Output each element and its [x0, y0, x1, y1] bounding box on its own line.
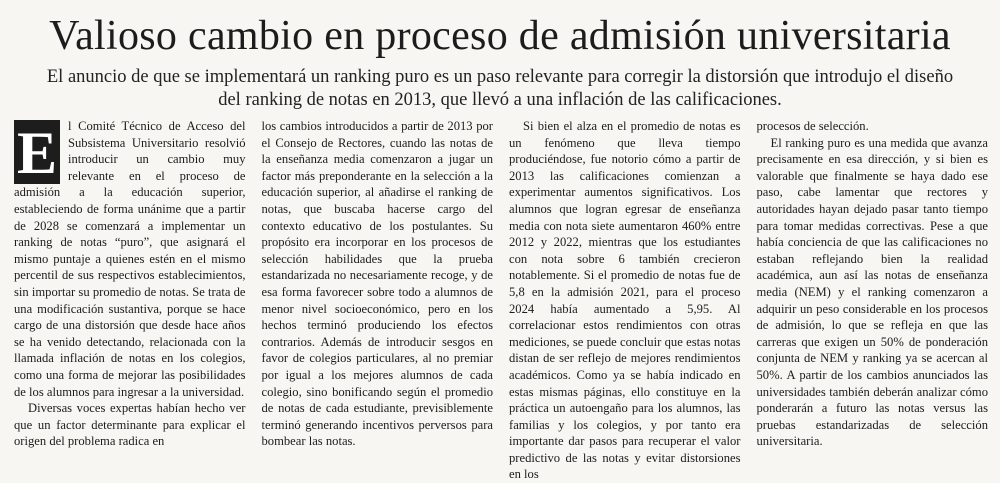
article-deck: El anuncio de que se implementará un ranking puro es un paso relevante para corregir la distorsión que introdujo el diseño del ranking de notas en 2013, que llevó a una inflación de las calificaciones. — [46, 67, 954, 110]
paragraph: procesos de selección. — [756, 119, 869, 133]
column-1 — [14, 118, 246, 464]
paragraph — [14, 118, 246, 400]
paragraph-text: l Comité Técnico de Acceso del Subsistema Universitario resolvió introducir un cambio muy relevante en el proceso de admisión a la educación superior, estableciendo de forma unánime que a partir de 2028 se comenzará a implementar un ranking de notas “puro”, que asignará el mismo puntaje a quienes estén en el mismo percentil de sus respectivos establecimientos, sin importar su promedio de notas. Se trata de una modificación sustantiva, porque se hace cargo de una distorsión que desde hace años se ha venido detectando, relacionada con la llamada inflación de notas en los colegios, como una forma de mejorar las posibilidades de los alumnos para ingresar a la universidad. — [14, 119, 246, 399]
column-3 — [509, 118, 741, 482]
paragraph: Diversas voces expertas habían hecho ver que un factor determinante para explicar el origen del problema radica en — [14, 401, 246, 449]
paragraph: los cambios introducidos a partir de 2013 por el Consejo de Rectores, cuando las notas de la enseñanza media comenzaron a jugar un factor más preponderante en la selección a la educación superior, al añadirse el ranking de notas, que buscaba hacerse cargo del contexto educativo de los postulantes. Su propósito era incorporar en los procesos de selección habilidades que la prueba estandarizada no necesariamente recoge, y de esa forma favorecer sobre todo a alumnos de menor nivel socioeconómico, pero en los hechos terminó produciendo los efectos contrarios. Además de introducir sesgos en favor de colegios particulares, al no premiar por igual a los mejores alumnos de cada colegio, sino bonificando según el promedio de notas de cada estudiante, previsiblemente terminó generando incentivos perversos para bombear las notas. — [261, 119, 493, 449]
paragraph: Si bien el alza en el promedio de notas es un fenómeno que lleva tiempo produciéndose, fue notorio cómo a partir de 2013 las calificaciones comienzan a experimentar aumentos significativos. Los alumnos que logran egresar de enseñanza media con nota siete aumentaron 460% entre 2012 y 2022, mientras que los estudiantes con nota sobre 6 también crecieron notablemente. Si el promedio de notas fue de 5,8 en la admisión 2021, para el proceso 2024 había aumentado a 5,95. Al correlacionar estos rendimientos con otras mediciones, se puede concluir que estas notas distan de ser reflejo de mejores rendimientos académicos. Como ya se había indicado en estas mismas páginas, ello constituye en la práctica un autoengaño para los alumnos, las familias y los colegios, y por tanto era importante dar pasos para recuperar el valor predictivo de las notas y evitar distorsiones en los — [509, 119, 741, 482]
article-body — [14, 118, 988, 482]
column-4 — [757, 118, 989, 464]
article-title: Valioso cambio en proceso de admisión universitaria — [49, 13, 951, 59]
column-2 — [262, 118, 494, 464]
drop-cap: E — [14, 120, 60, 184]
paragraph: El ranking puro es una medida que avanza precisamente en esa dirección, y si bien es valorable que finalmente se haya dado ese paso, cabe lamentar que rectores y autoridades hayan dejado pasar tanto tiempo para tomar medidas correctivas. Pese a que había conciencia de que las calificaciones no estaban reflejando bien la realidad académica, aun así las notas de enseñanza media (NEM) y el ranking comenzaron a adquirir un peso considerable en los procesos de admisión, lo que se refleja en que las carreras que exigen un 50% de ponderación conjunta de NEM y ranking ya se acercan al 50%. A partir de los cambios anunciados las universidades también deberán analizar cómo ponderarán a futuro las notas versus las pruebas estandarizadas de selección universitaria. — [756, 135, 988, 449]
